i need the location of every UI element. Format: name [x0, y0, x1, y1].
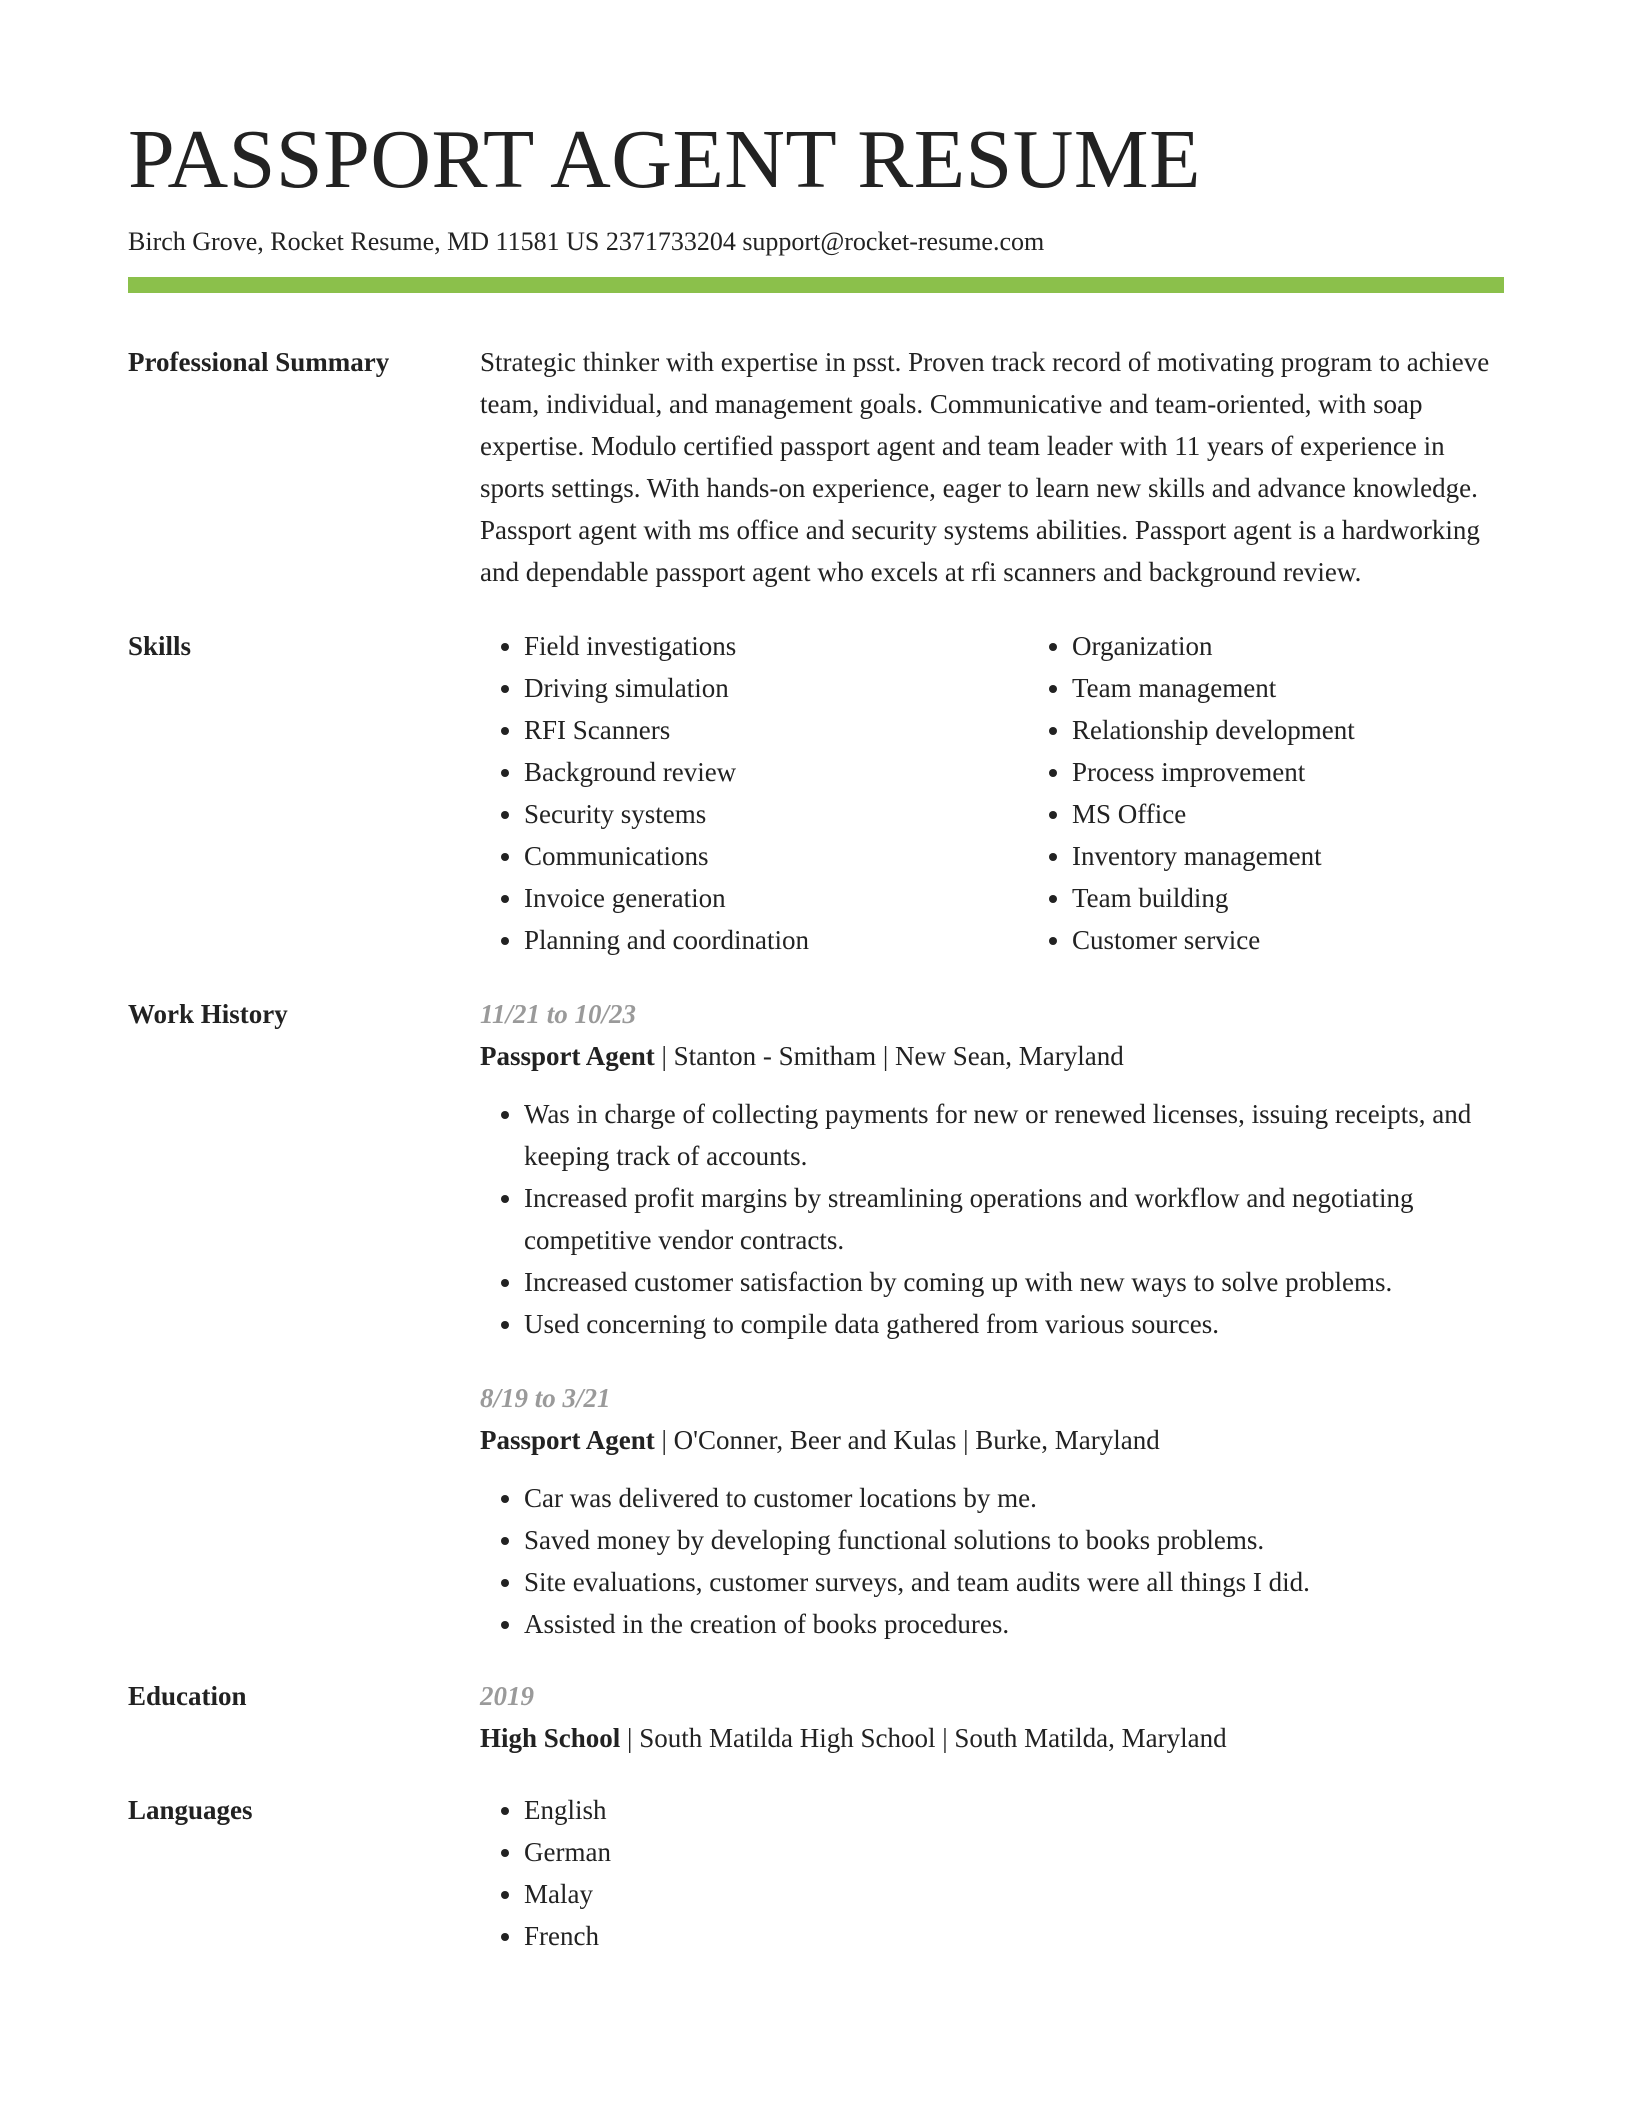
skills-section	[128, 625, 1504, 961]
skill-item: • Relationship development	[1072, 709, 1576, 751]
skill-item: • Background review	[524, 751, 1028, 793]
skill-item: • Planning and coordination	[524, 919, 1028, 961]
skill-item: • Field investigations	[524, 625, 1028, 667]
job-bullet: • Assisted in the creation of books procedures.	[524, 1603, 1504, 1645]
education-degree: High School	[480, 1723, 621, 1754]
section-label-work-history: Work History	[128, 999, 288, 1030]
job-heading	[480, 1419, 1504, 1461]
job-bullet-list	[480, 1093, 1504, 1345]
languages-section	[128, 1789, 1504, 1957]
resume-title: PASSPORT AGENT RESUME	[128, 113, 1201, 206]
job-bullet: • Car was delivered to customer locations by me.	[524, 1477, 1504, 1519]
contact-line: Birch Grove, Rocket Resume, MD 11581 US 2371733204 support@rocket-resume.com	[128, 227, 1045, 256]
section-label-languages: Languages	[128, 1795, 253, 1826]
skills-list-left	[480, 625, 1028, 961]
work-history-body	[480, 993, 1504, 1645]
skill-item: • Security systems	[524, 793, 1028, 835]
summary-section	[128, 341, 1504, 593]
job-title: Passport Agent	[480, 1425, 655, 1456]
job-bullet: • Increased profit margins by streamlining operations and workflow and negotiating competitive vendor contracts.	[524, 1177, 1504, 1261]
languages-body	[480, 1789, 1504, 1957]
job-employer-location: | O'Conner, Beer and Kulas | Burke, Maryland	[654, 1425, 1160, 1456]
education-heading	[480, 1717, 1504, 1759]
section-label-summary: Professional Summary	[128, 347, 390, 378]
job-entry	[480, 993, 1504, 1345]
skill-item: • Process improvement	[1072, 751, 1576, 793]
language-item: • French	[524, 1915, 1504, 1957]
skill-item: • Inventory management	[1072, 835, 1576, 877]
job-title: Passport Agent	[480, 1041, 655, 1072]
skill-item: • Organization	[1072, 625, 1576, 667]
job-entry	[480, 1377, 1504, 1645]
language-item: • German	[524, 1831, 1504, 1873]
skill-item: • Team management	[1072, 667, 1576, 709]
education-section	[128, 1675, 1504, 1759]
job-dates: 11/21 to 10/23	[480, 999, 637, 1030]
header-divider	[128, 277, 1504, 293]
job-bullet: • Was in charge of collecting payments for new or renewed licenses, issuing receipts, and keeping track of accounts.	[524, 1093, 1504, 1177]
job-dates: 8/19 to 3/21	[480, 1383, 611, 1414]
job-bullet-list	[480, 1477, 1504, 1645]
work-history-section	[128, 993, 1504, 1645]
summary-text: Strategic thinker with expertise in psst. Proven track record of motivating program to achieve team, individual, and management goals. Communicative and team-oriented, with soap expertise. Modulo certified passport agent and team leader with 11 years of experience in sports settings. With hands-on experience, eager to learn new skills and advance knowledge. Passport agent with ms office and security systems abilities. Passport agent is a hardworking and dependable passport agent who excels at rfi scanners and background review.	[480, 347, 1490, 588]
skills-list-right	[1028, 625, 1576, 961]
skill-item: • MS Office	[1072, 793, 1576, 835]
skill-item: • Team building	[1072, 877, 1576, 919]
job-employer-location: | Stanton - Smitham | New Sean, Maryland	[654, 1041, 1124, 1072]
job-bullet: • Used concerning to compile data gathered from various sources.	[524, 1303, 1504, 1345]
job-bullet: • Site evaluations, customer surveys, and team audits were all things I did.	[524, 1561, 1504, 1603]
skill-item: • Invoice generation	[524, 877, 1028, 919]
skill-item: • Driving simulation	[524, 667, 1028, 709]
education-year: 2019	[480, 1681, 534, 1712]
language-item: • Malay	[524, 1873, 1504, 1915]
education-school-location: | South Matilda High School | South Matilda, Maryland	[620, 1723, 1227, 1754]
skills-grid	[480, 625, 1576, 961]
skill-item: • Communications	[524, 835, 1028, 877]
job-bullet: • Increased customer satisfaction by coming up with new ways to solve problems.	[524, 1261, 1504, 1303]
section-label-skills: Skills	[128, 631, 192, 662]
languages-list	[480, 1789, 1504, 1957]
language-item: • English	[524, 1789, 1504, 1831]
skill-item: • RFI Scanners	[524, 709, 1028, 751]
education-body	[480, 1675, 1504, 1759]
job-bullet: • Saved money by developing functional solutions to books problems.	[524, 1519, 1504, 1561]
job-heading	[480, 1035, 1504, 1077]
section-label-education: Education	[128, 1681, 247, 1712]
skill-item: • Customer service	[1072, 919, 1576, 961]
